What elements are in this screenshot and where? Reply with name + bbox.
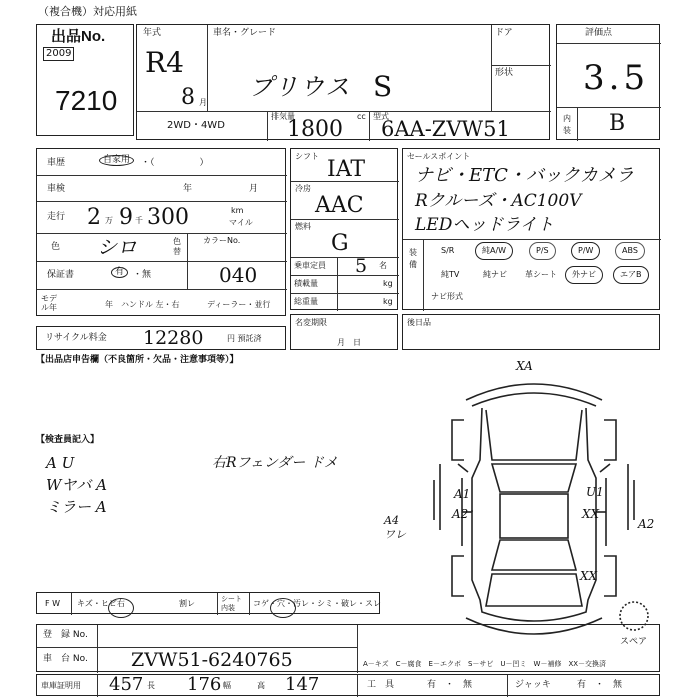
diag-mark-a4: A4 ワレ [384,514,406,541]
reki-label: 車歴 [47,158,66,168]
width-value: 176 [187,674,222,695]
nenshiki-value: R4 [145,46,184,79]
equip-abs: ABS [615,242,645,260]
glass-scale: キズ・ヒビ右 [77,599,125,608]
reg-label: 登 録 No. [43,630,88,640]
model-value: 6AA-ZVW51 [381,117,510,141]
handle-options: ハンドル 左・右 [121,300,180,309]
color-label: 色 [51,242,61,252]
iro-gae: 色替 [173,237,181,256]
model-year-label: モデル年 [41,294,57,312]
equip-airbag: エアB [613,266,649,284]
atozuke-label: 後日品 [407,318,431,327]
note-right: 右Rフェンダー ドメ [212,455,338,471]
disp-value: 1800 [287,117,343,142]
diag-mark-front: XA [516,359,533,373]
ac-value: AAC [315,193,364,218]
color-no-value: 040 [219,263,258,287]
note-line1: A U [46,454,75,472]
kega-circle [270,598,296,618]
diag-mark-xx-rear: XX [580,569,598,583]
shift-label: シフト [295,152,319,161]
height-unit: 高 [257,681,265,690]
sales-label: セールスポイント [407,152,471,161]
score-value: 3.5 [583,58,650,98]
recycle-value: 12280 [143,327,204,349]
length-value: 457 [109,674,144,695]
reki-circled: 自家用 [99,155,134,166]
nenshiki-label: 年式 [143,28,162,38]
width-unit: 幅 [223,681,231,690]
sales-line2: Rクルーズ・AC100V [415,191,582,211]
reki-rest: ・（ ） [141,158,209,168]
mileage-man: 2 [87,205,101,230]
mileage-rest: 300 [147,205,189,230]
jack-label: ジャッキ [515,680,551,690]
recycle-label: リサイクル料金 [45,333,107,343]
ac-label: 冷房 [295,184,311,193]
color-value: シロ [97,235,137,259]
weight-unit: kg [383,297,393,306]
note-line3: ミラー A [46,498,107,516]
chassis-label: 車 台 No. [43,654,88,664]
hosho-label: 保証書 [47,270,75,280]
shaken-label: 車検 [47,184,66,194]
diag-mark-a1: A1 [454,487,471,501]
mileage-man-unit: 万 [105,216,113,225]
seller-notes-label: 【出品店申告欄（不良箇所・欠品・注意事項等）】 [36,355,239,365]
inspector-label: 【検査員記入】 [36,435,100,445]
jack-options: 有 ・ 無 [577,680,623,690]
lot-box [36,24,134,136]
fuel-label: 燃料 [295,222,311,231]
color-no-label: カラーNo. [203,236,241,245]
capacity-unit: 名 [379,261,387,270]
equip-gainavi: 外ナビ [565,266,603,284]
interior-value: B [609,111,626,136]
car-diagram [400,360,670,650]
car-grade: S [373,70,393,103]
equip-tv: 純TV [441,270,460,279]
drive-options: 2WD・4WD [167,120,225,131]
length-unit: 長 [147,681,155,690]
mileage-label: 走行 [47,212,66,222]
name-label: 車名・グレード [213,28,277,38]
interior-label: 内装 [563,114,571,135]
interior-scale: コゲ・穴・汚レ・シミ・破レ・スレ [253,599,381,608]
recycle-row [36,326,286,350]
chassis-value: ZVW51-6240765 [131,649,293,671]
capacity-value: 5 [355,255,368,277]
registration-table [36,624,660,672]
model-label: 型式 [373,112,389,121]
sales-line3: LEDヘッドライト [415,215,554,235]
history-table [36,148,286,316]
equip-ps: P/S [529,242,556,260]
door-label: ドア [495,28,513,38]
spare-label: スペア [620,637,648,647]
shaken-month-unit: 月 [249,184,259,194]
disp-label: 排気量 [271,112,295,121]
diag-mark-a2-right: A2 [638,517,655,531]
height-value: 147 [285,674,320,695]
recycle-unit: 円 預託済 [227,334,262,343]
diag-mark-a2-left: A2 [452,507,469,521]
dealer-options: ディーラー・並行 [207,300,271,309]
equip-seat: 革シート [525,270,557,279]
damage-legend: A－キズ C－腐食 E－エクボ S－サビ U－凹ミ W－補修 XX－交換済 [363,660,607,668]
equip-navi: 純ナビ [483,270,507,279]
mileage-mile: マイル [229,218,253,227]
fw-label: F W [45,599,61,608]
mileage-km: km [231,206,244,215]
scale-row [36,592,380,614]
shift-value: IAT [327,157,366,182]
shape-label: 形状 [495,68,514,78]
lot-year: 2009 [43,47,74,61]
disp-unit: cc [357,112,366,121]
fuel-value: G [331,231,349,256]
equip-aw: 純A/W [475,242,513,260]
score-label: 評価点 [585,28,613,38]
form-title: （複合機）対応用紙 [38,5,137,18]
meihen-label: 名変期限 [295,318,327,327]
score-box [556,24,660,140]
weight-label: 総重量 [294,297,318,306]
sales-line1: ナビ・ETC・バックカメラ [415,165,634,186]
hosho-yes: 有 [111,267,128,278]
cert-label: 車庫証明用 [41,681,81,690]
mileage-sen: 9 [119,205,133,230]
diag-mark-xx-right: XX [582,507,600,521]
specs-table [290,148,398,310]
car-name: プリウス [249,73,352,101]
mileage-sen-unit: 千 [135,216,143,225]
hibi-circle [108,598,134,618]
equip-sr: S/R [441,246,455,255]
equipment-label: 装備 [409,248,417,269]
load-label: 積載量 [294,279,318,288]
tools-label: 工 具 [367,680,395,690]
glass-ware: 割レ [179,599,195,608]
meihen-box [290,314,398,350]
diag-mark-u1: U1 [586,485,604,499]
shaken-year-unit: 年 [183,184,193,194]
equip-pw: P/W [571,242,600,260]
sales-table [402,148,660,310]
note-line2: Wヤバ A [46,476,108,494]
cert-row [36,674,660,696]
atozuke-box [402,314,660,350]
navi-type-label: ナビ形式 [431,292,463,301]
lot-label: 出品No. [51,28,106,45]
model-year-unit: 年 [105,300,113,309]
seat-label: シート内装 [221,595,242,612]
vehicle-table [136,24,550,140]
month-unit: 月 [199,98,207,107]
lot-number: 7210 [55,85,118,116]
load-unit: kg [383,279,393,288]
tools-options: 有 ・ 無 [427,680,473,690]
capacity-label: 乗車定員 [294,261,326,270]
hosho-no: ・無 [133,270,152,280]
month-value: 8 [181,85,195,110]
meihen-unit: 月 日 [337,338,361,347]
